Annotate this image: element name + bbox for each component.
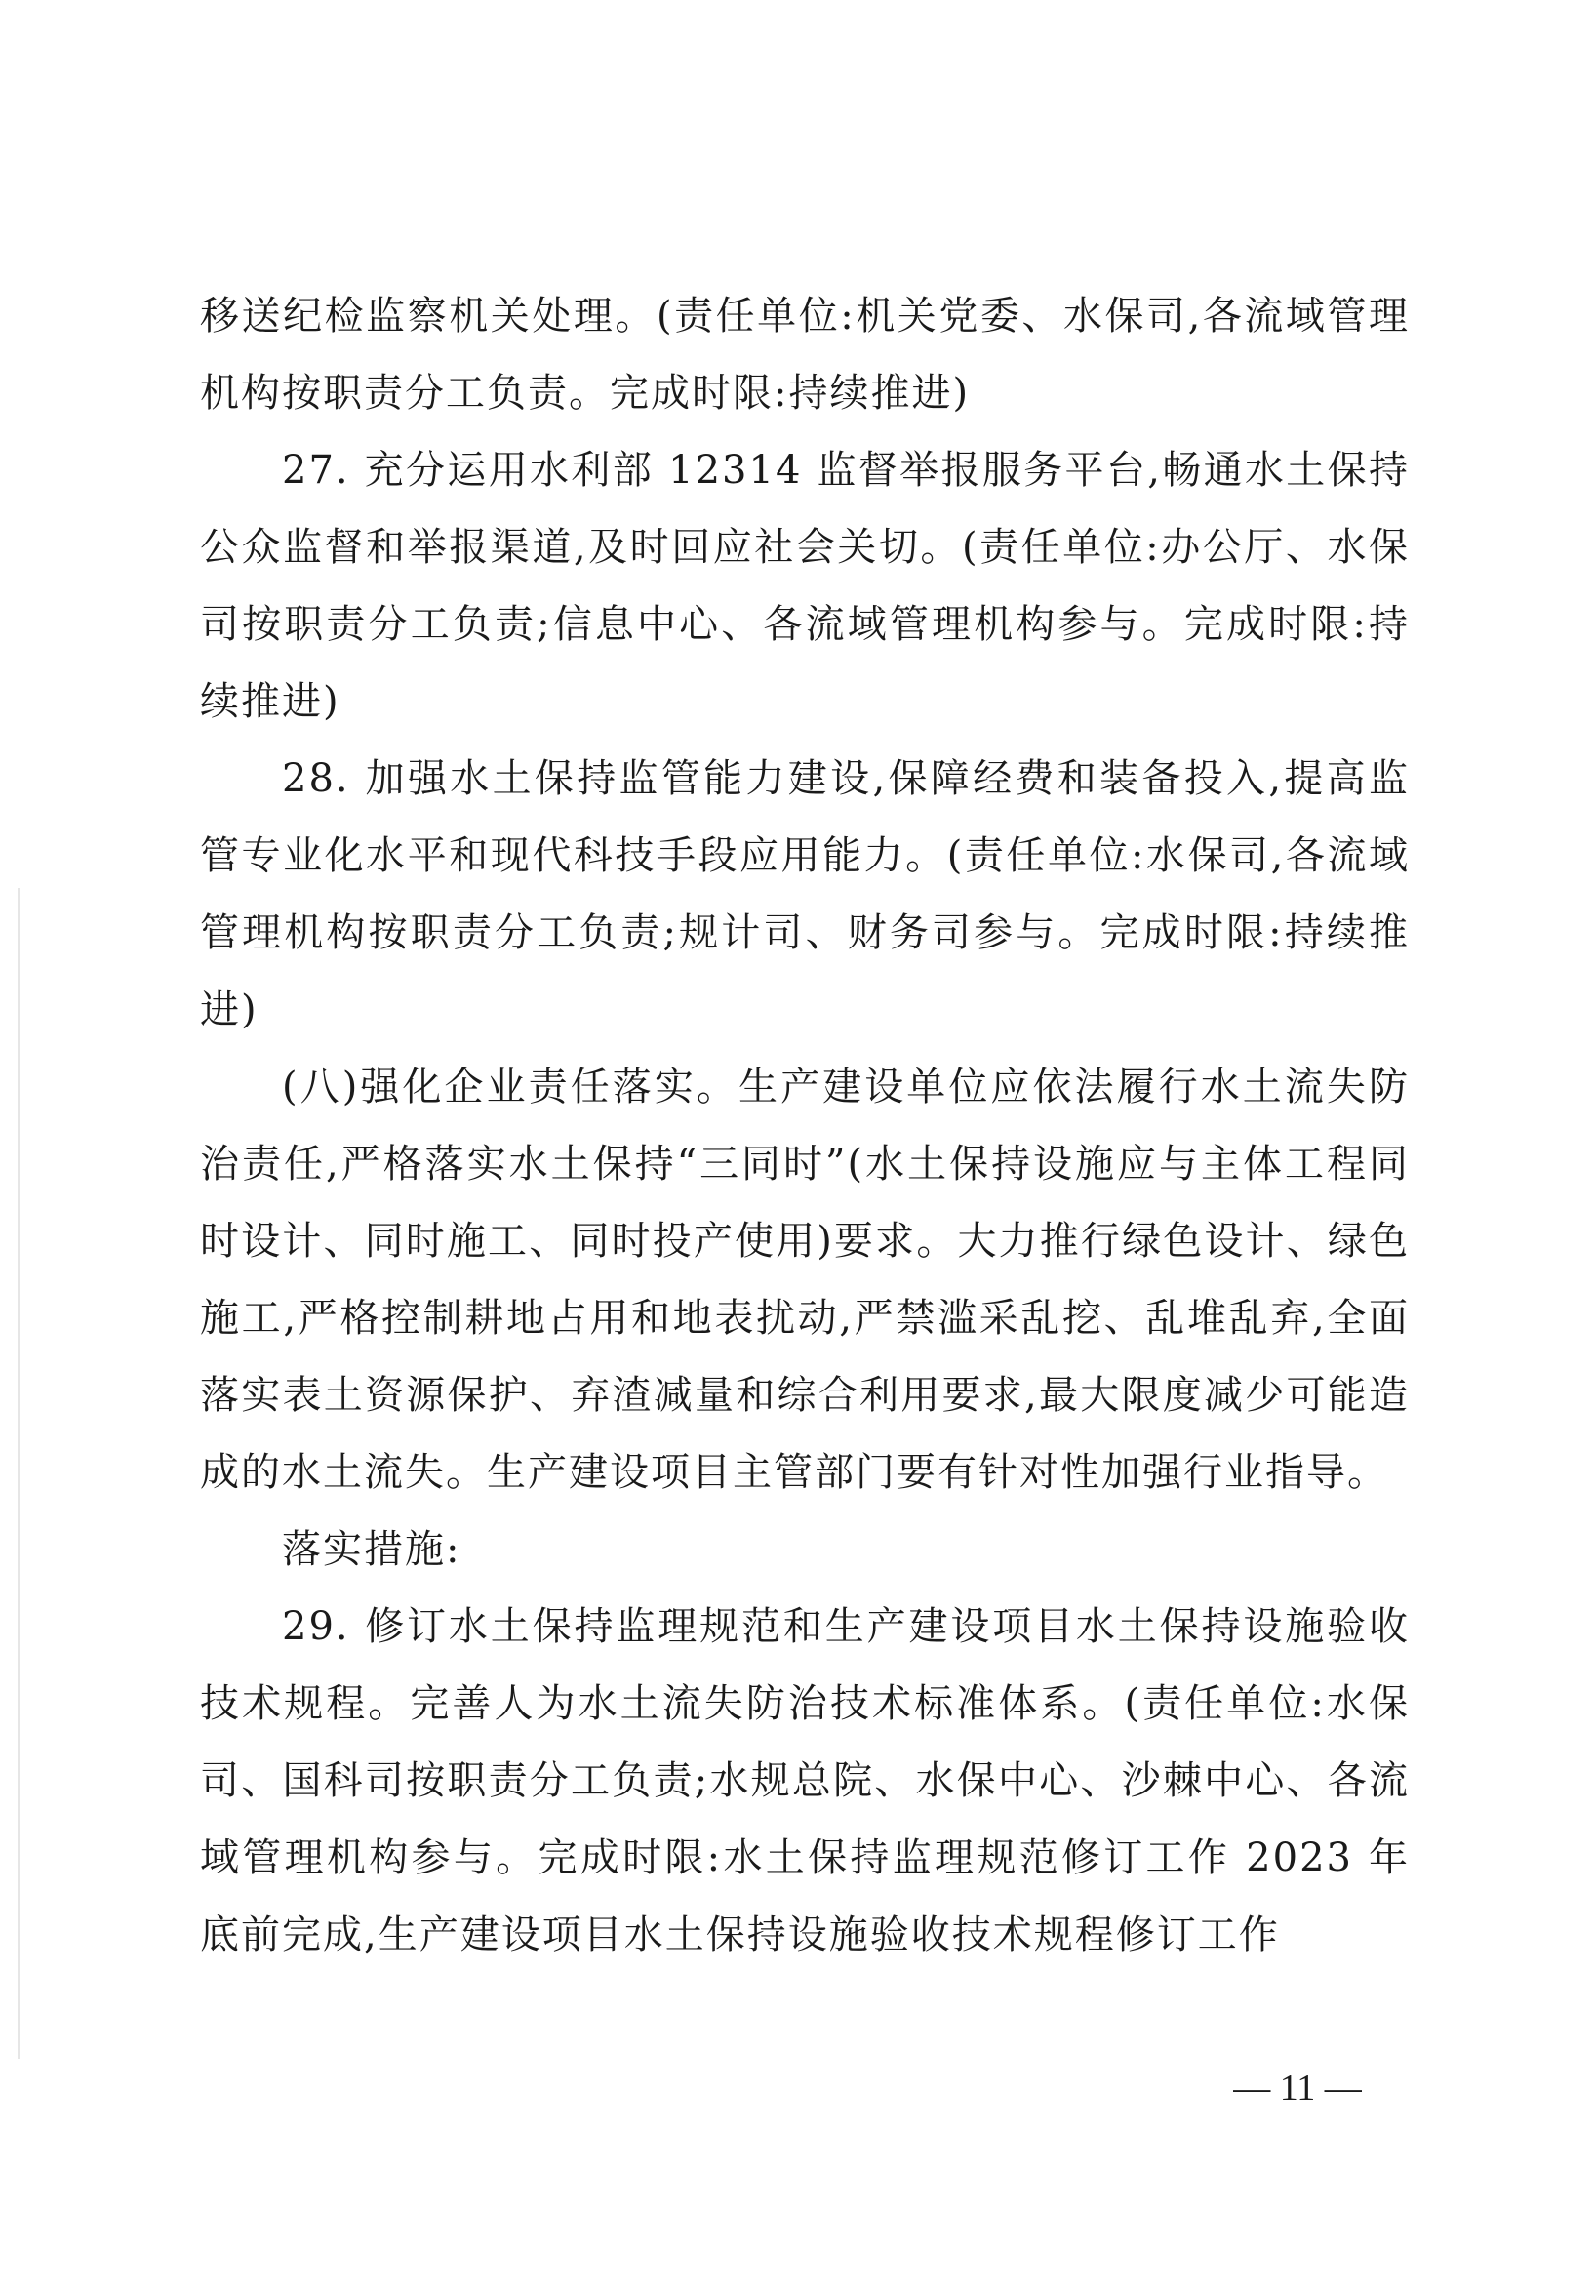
paragraph-section-8: (八)强化企业责任落实。生产建设单位应依法履行水土流失防治责任,严格落实水土保持“三同时”(水土保持设施应与主体工程同时设计、同时施工、同时投产使用)要求。大力推行绿色设计、绿色施工,严格控制耕地占用和地表扰动,严禁滥采乱挖、乱堆乱弃,全面落实表土资源保护、弃渣减量和综合利用要求,最大限度减少可能造成的水土流失。生产建设项目主管部门要有针对性加强行业指导。 [200,1065,1410,1495]
paragraph-item-27: 27. 充分运用水利部 12314 监督举报服务平台,畅通水土保持公众监督和举报渠道,及时回应社会关切。(责任单位:办公厅、水保司按职责分工负责;信息中心、各流域管理机构参与。完成时限:持续推进) [200,448,1410,724]
paragraph-item-29: 29. 修订水土保持监理规范和生产建设项目水土保持设施验收技术规程。完善人为水土流失防治技术标准体系。(责任单位:水保司、国科司按职责分工负责;水规总院、水保中心、沙棘中心、各流域管理机构参与。完成时限:水土保持监理规范修订工作 2023 年底前完成,生产建设项目水土保持设施验收技术规程修订工作 [200,1604,1410,1957]
paragraph-continuation: 移送纪检监察机关处理。(责任单位:机关党委、水保司,各流域管理机构按职责分工负责。完成时限:持续推进) [200,294,1410,416]
body-text [200,278,1410,1974]
paragraph-measures-heading: 落实措施: [282,1527,461,1572]
scan-edge-shadow [18,888,20,2059]
paragraph-item-28: 28. 加强水土保持监管能力建设,保障经费和装备投入,提高监管专业化水平和现代科技手段应用能力。(责任单位:水保司,各流域管理机构按职责分工负责;规计司、财务司参与。完成时限:持续推进) [200,756,1410,1032]
page-number: — 11 — [1233,2068,1362,2109]
